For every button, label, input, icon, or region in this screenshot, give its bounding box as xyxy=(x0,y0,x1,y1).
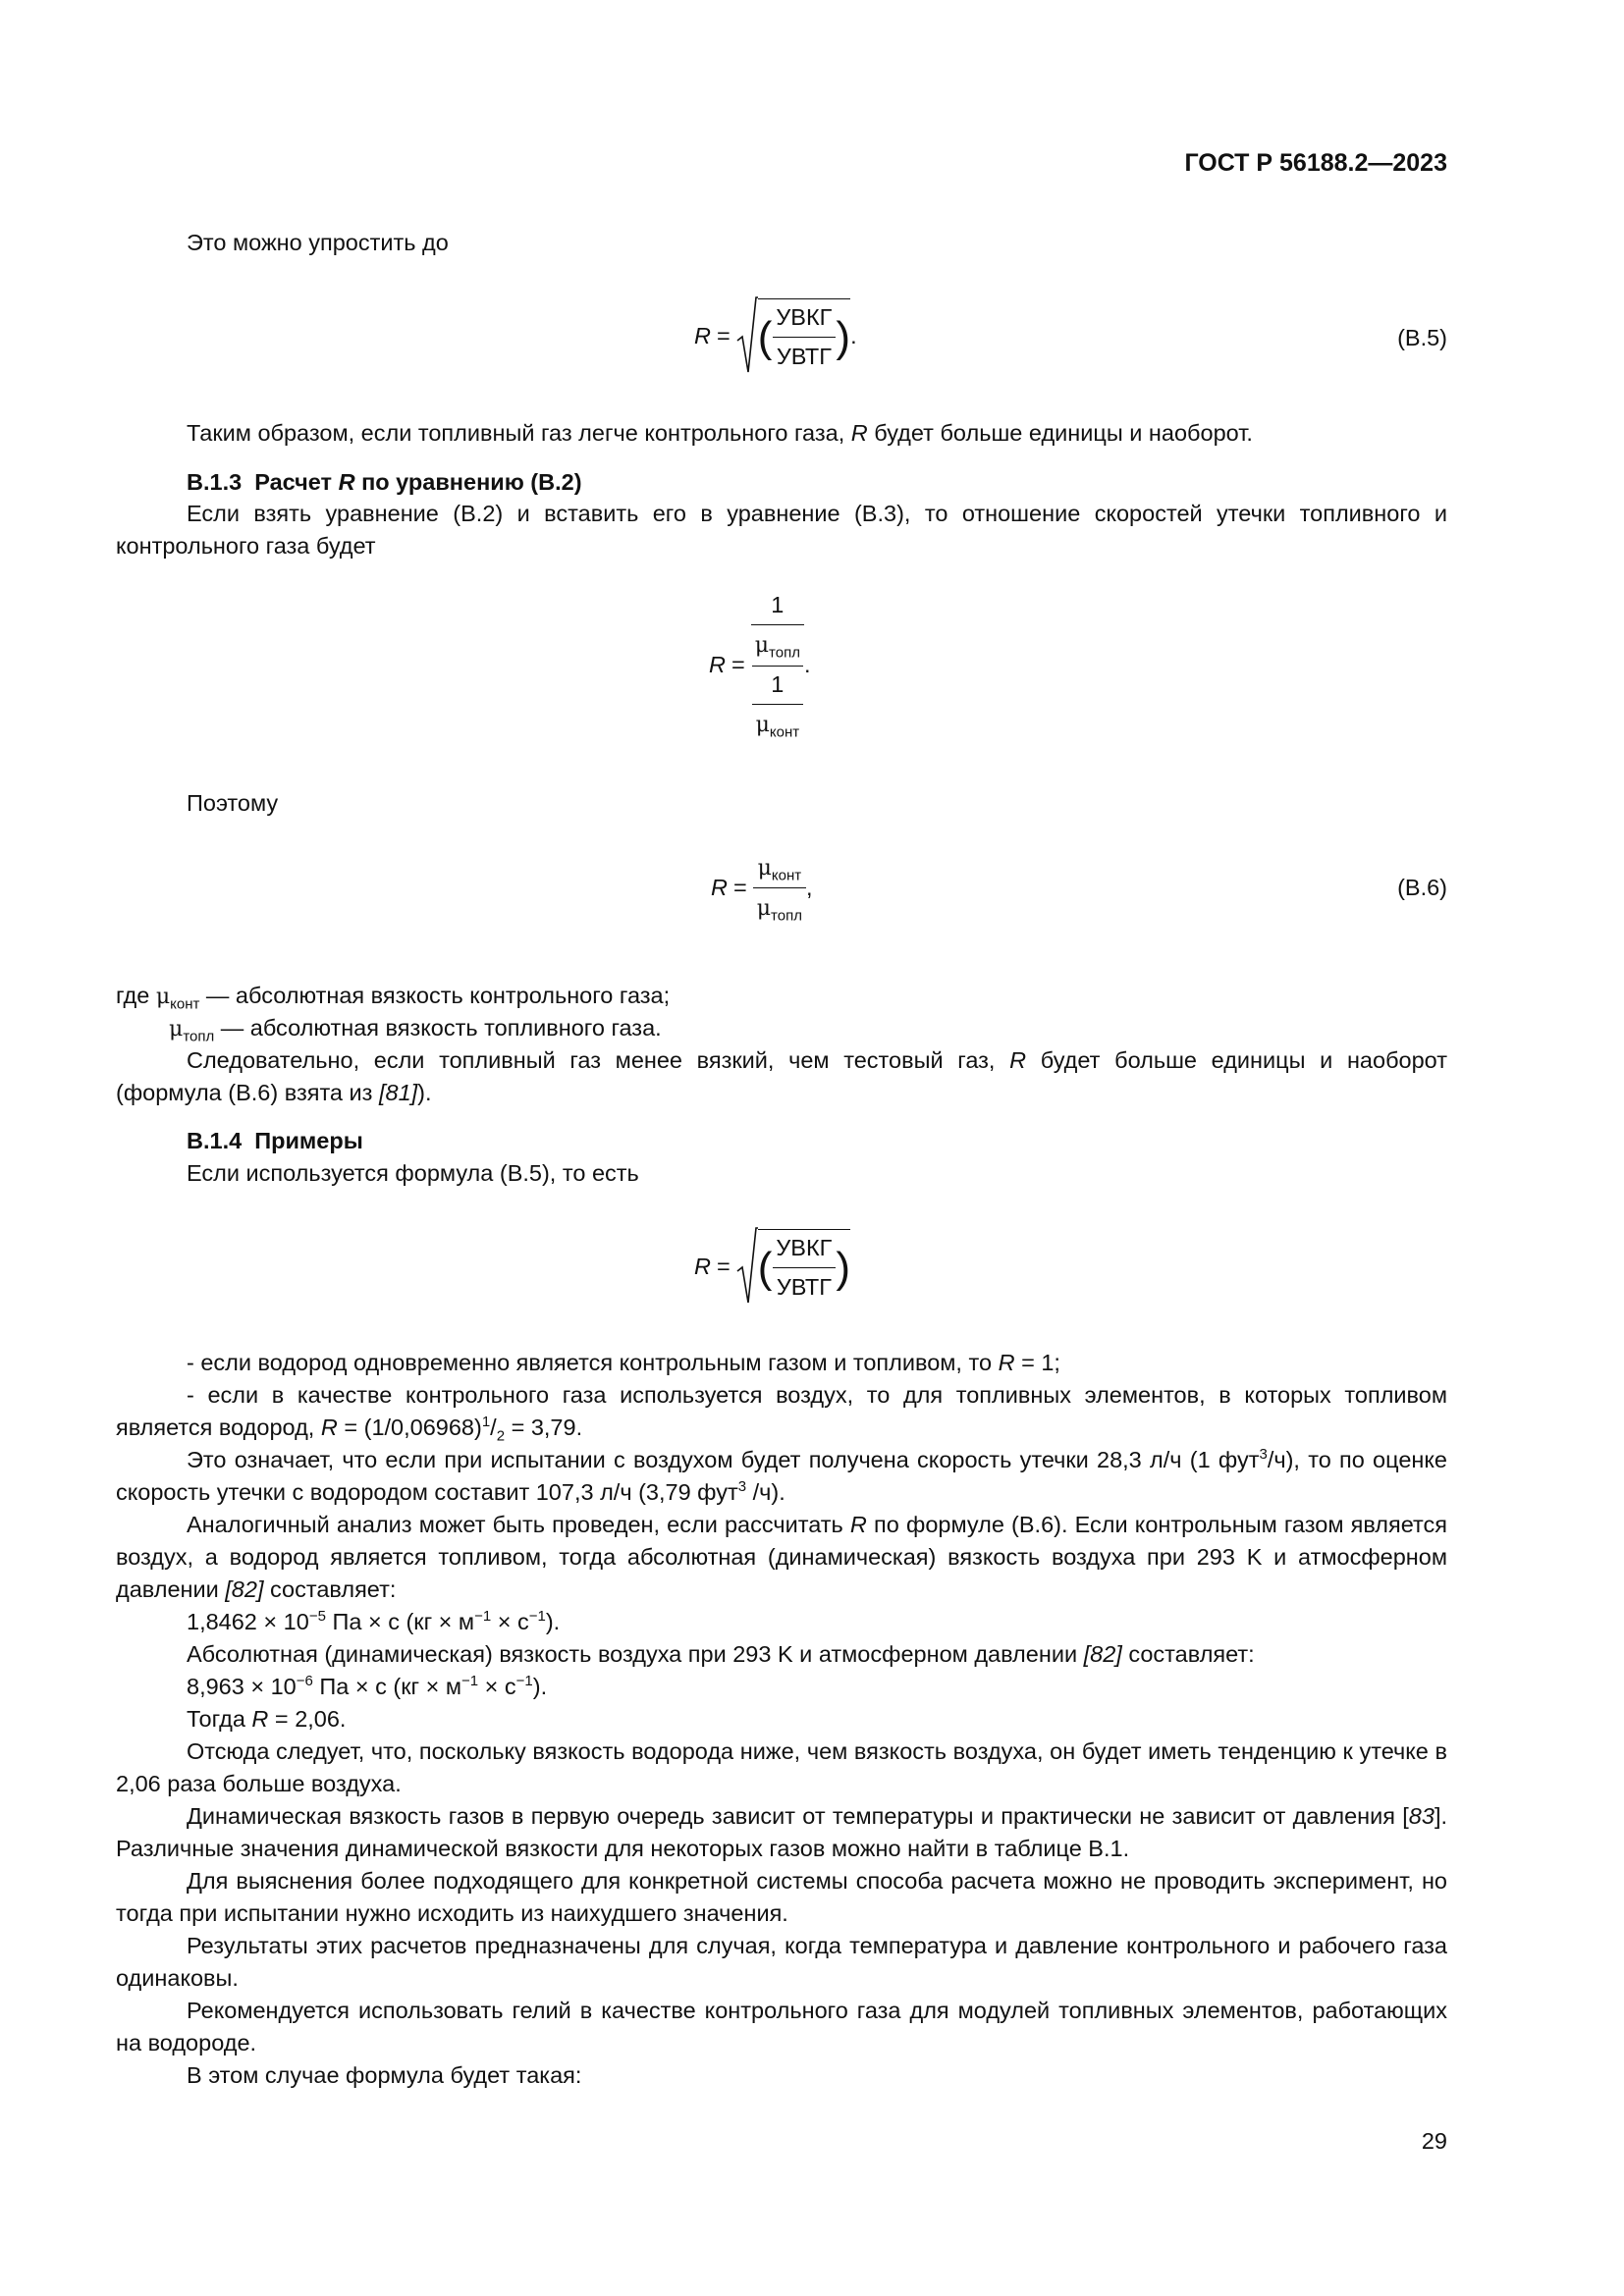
equals-sign: = xyxy=(716,322,731,348)
paragraph-analog: Аналогичный анализ может быть проведен, если рассчитать R по формуле (B.6). Если контрольным газом является воздух, а водород является топливом, тогда абсолютная (динамическая) вязкость воздуха при 293 K и атмосферном давлении [82] составляет: xyxy=(116,1512,1447,1602)
paragraph-dynamic: Динамическая вязкость газов в первую очередь зависит от температуры и практически не зависит от давления [83]. Различные значения динамической вязкости для некоторых газов можно найти в таблице B.1. xyxy=(116,1803,1447,1861)
frac-denominator: УВТГ xyxy=(773,337,836,373)
frac-numerator: УВКГ xyxy=(776,304,833,330)
page-number: 29 xyxy=(1421,2128,1447,2154)
bullet-hydrogen: - если водород одновременно является контрольным газом и топливом, то R = 1; xyxy=(187,1350,1060,1375)
paragraph-consequently: Следовательно, если топливный газ менее вязкий, чем тестовый газ, R будет больше единицы и наоборот (формула (B.6) взята из [81]). xyxy=(116,1047,1447,1105)
eq-punct: , xyxy=(805,874,813,900)
section-heading-b13: B.1.3 Расчет R по уравнению (B.2) xyxy=(187,469,582,495)
frac-denominator: УВТГ xyxy=(773,1267,836,1304)
where-item-fuel: $\mu_{топл}$ — абсолютная вязкость топливного газа. xyxy=(169,1015,662,1045)
equals-sign: = xyxy=(732,874,747,900)
paragraph-absolute: Абсолютная (динамическая) вязкость воздуха при 293 K и атмосферном давлении [82] составляет: xyxy=(187,1641,1255,1667)
frac-numerator: $\mu_{конт}$ xyxy=(757,855,802,884)
equation-number-b6: (B.6) xyxy=(1397,875,1447,900)
value-viscosity-1: $1,8462 \times 10^{-5}$ Па × с $(кг \times м^{-1} \times с^{-1})$. xyxy=(187,1608,561,1634)
paragraph-means: Это означает, что если при испытании с воздухом будет получена скорость утечки 28,3 л/ч (1 фут$^3$/ч), то по оценке скорость утечки с водородом составит 107,3 л/ч (3,79 фут$^3$ /ч). xyxy=(116,1446,1447,1505)
eq-lhs: R xyxy=(694,322,711,348)
sqrt-icon xyxy=(736,1226,758,1307)
equation-b5 xyxy=(694,292,857,380)
eq-punct: . xyxy=(803,651,811,677)
equation-b6 xyxy=(711,854,813,925)
value-viscosity-2: $8,963 \times 10^{-6}$ Па × с $(кг \times м^{-1} \times с^{-1})$. xyxy=(187,1673,548,1699)
frac-numerator: УВКГ xyxy=(776,1235,833,1260)
paragraph-simplify: Это можно упростить до xyxy=(187,230,449,255)
frac-numerator: 1 xyxy=(771,670,785,697)
eq-lhs: R xyxy=(694,1253,711,1279)
fraction-b6 xyxy=(753,851,806,925)
upper-fraction xyxy=(751,589,804,666)
equation-number-b5: (B.5) xyxy=(1397,325,1447,350)
paragraph-clarify: Для выяснения более подходящего для конкретной системы способа расчета можно не проводить эксперимент, но тогда при испытании нужно исходить из наихудшего значения. xyxy=(116,1868,1447,1926)
paragraph-recommend: Рекомендуется использовать гелий в качестве контрольного газа для модулей топливных элементов, работающих на водороде. xyxy=(116,1998,1447,2056)
equals-sign: = xyxy=(731,651,745,677)
compound-fraction xyxy=(751,589,804,741)
paragraph-then: Тогда R = 2,06. xyxy=(187,1706,347,1732)
bullet-air: - если в качестве контрольного газа используется воздух, то для топливных элементов, в которых топливом является водород, $R = (1/0,06968)^1/_2 = 3,79$. xyxy=(116,1382,1447,1445)
eq-punct: . xyxy=(850,322,857,348)
equation-ratio xyxy=(709,587,810,742)
paren-right-icon: ) xyxy=(836,1243,851,1292)
fraction-b5-repeat xyxy=(772,1232,836,1304)
section-heading-b14: B.1.4 Примеры xyxy=(187,1128,363,1153)
document-code: ГОСТ Р 56188.2—2023 xyxy=(1184,149,1447,177)
paren-right-icon: ) xyxy=(836,312,851,361)
eq-lhs: R xyxy=(709,651,726,677)
paragraph-thus: Таким образом, если топливный газ легче контрольного газа, R будет больше единицы и наоборот. xyxy=(187,420,1253,446)
equals-sign: = xyxy=(716,1253,731,1279)
frac-denominator: $\mu_{топл}$ xyxy=(751,624,804,662)
paragraph-if-formula: Если используется формула (B.5), то есть xyxy=(187,1160,639,1186)
fraction-b5 xyxy=(772,301,836,373)
frac-denominator: $\mu_{конт}$ xyxy=(752,704,804,741)
paragraph-hence: Отсюда следует, что, поскольку вязкость водорода ниже, чем вязкость воздуха, он будет иметь тенденцию к утечке в 2,06 раза больше воздуха. xyxy=(116,1738,1447,1796)
paragraph-therefore: Поэтому xyxy=(187,790,279,816)
paren-left-icon: ( xyxy=(757,1243,773,1292)
equation-b5-repeat xyxy=(694,1222,850,1310)
lower-fraction xyxy=(752,666,804,741)
paren-left-icon: ( xyxy=(757,312,773,361)
where-item-control: где $\mu_{конт}$ — абсолютная вязкость контрольного газа; xyxy=(116,983,671,1013)
paragraph-b13: Если взять уравнение (B.2) и вставить его в уравнение (B.3), то отношение скоростей утечки топливного и контрольного газа будет xyxy=(116,501,1447,559)
frac-denominator: $\mu_{топл}$ xyxy=(753,887,806,925)
frac-numerator: 1 xyxy=(771,591,785,617)
paragraph-results: Результаты этих расчетов предназначены для случая, когда температура и давление контрольного и рабочего газа одинаковы. xyxy=(116,1933,1447,1991)
sqrt-icon xyxy=(736,295,758,376)
eq-lhs: R xyxy=(711,874,728,900)
paragraph-formula: В этом случае формула будет такая: xyxy=(187,2062,582,2088)
